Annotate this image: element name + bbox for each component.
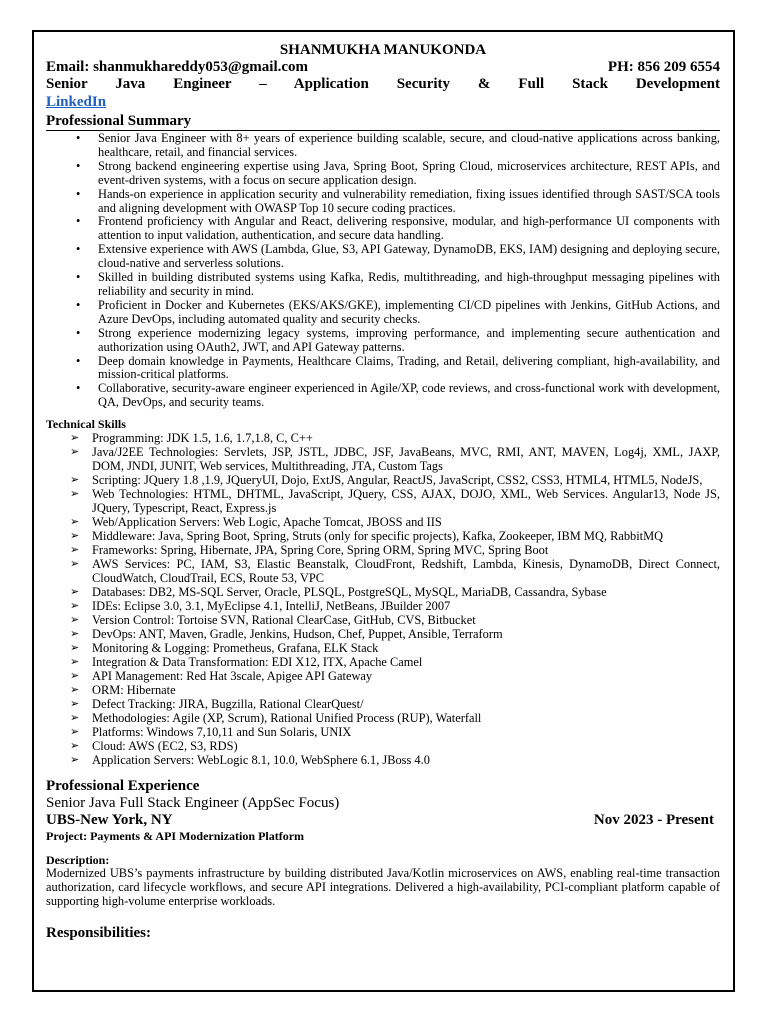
skill-item-text: Monitoring & Logging: Prometheus, Grafana, ELK Stack (92, 641, 379, 656)
bullet-icon: • (76, 131, 81, 145)
skill-item-text: Version Control: Tortoise SVN, Rational ClearCase, GitHub, CVS, Bitbucket (92, 613, 476, 628)
arrow-bullet-icon: ➢ (70, 684, 80, 697)
skill-item-text: Frameworks: Spring, Hibernate, JPA, Spring Core, Spring ORM, Spring MVC, Spring Boot (92, 543, 549, 558)
bullet-icon: • (76, 186, 81, 201)
arrow-bullet-icon: ➢ (70, 656, 80, 669)
job-role: Senior Java Full Stack Engineer (AppSec Focus) (46, 795, 340, 812)
arrow-bullet-icon: ➢ (70, 670, 80, 683)
arrow-bullet-icon: ➢ (70, 488, 80, 501)
skill-item-text: IDEs: Eclipse 3.0, 3.1, MyEclipse 4.1, IntelliJ, NetBeans, JBuilder 2007 (92, 599, 451, 614)
candidate-name: SHANMUKHA MANUKONDA (279, 42, 487, 58)
bullet-icon: • (76, 381, 81, 396)
skills-heading: Technical Skills (46, 417, 126, 432)
arrow-bullet-icon: ➢ (70, 614, 80, 627)
summary-heading: Professional Summary (46, 113, 720, 131)
summary-item-text: Proficient in Docker and Kubernetes (EKS/AKS/GKE), implementing CI/CD pipelines with Jenkins, GitHub Actions, and Azure DevOps, including automated quality and security checks. (98, 297, 720, 326)
summary-list (46, 132, 720, 410)
skill-item (70, 543, 720, 558)
summary-item-text: Frontend proficiency with Angular and React, delivering responsive, modular, and high-performance UI components with attention to input validation, authentication, and secure data handling. (98, 214, 720, 243)
arrow-bullet-icon: ➢ (70, 474, 80, 487)
summary-item (76, 214, 720, 243)
skill-item (70, 599, 720, 614)
email: Email: shanmukhareddy053@gmail.com (46, 59, 309, 75)
company: UBS-New York, NY (46, 812, 173, 829)
skill-item (70, 739, 720, 754)
description-label: Description: (46, 853, 110, 868)
skill-item-text: Cloud: AWS (EC2, S3, RDS) (92, 739, 238, 754)
summary-item-text: Extensive experience with AWS (Lambda, Glue, S3, API Gateway, DynamoDB, EKS, IAM) designing and deploying secure, cloud-native and serverless solutions. (98, 242, 720, 271)
arrow-bullet-icon: ➢ (70, 446, 80, 459)
bullet-icon: • (76, 297, 81, 312)
skill-item-text: ORM: Hibernate (92, 683, 176, 698)
bullet-icon: • (76, 158, 81, 173)
bullet-icon: • (76, 325, 81, 340)
skill-item-text: Web Technologies: HTML, DHTML, JavaScript, JQuery, CSS, AJAX, DOJO, XML, Web Services. Angular13, Node JS, JQuery, Typescript, React, Express.js (92, 487, 720, 516)
description-text: Modernized UBS’s payments infrastructure by building distributed Java/Kotlin microservices on AWS, enabling real-time transaction authorization, card lifecycle workflows, and secure API integrations. Delivered a high-availability, PCI-compliant platform capable of supporting high-volume enterprise workloads. (46, 866, 720, 908)
skill-item (70, 683, 720, 698)
arrow-bullet-icon: ➢ (70, 544, 80, 557)
skills-list (46, 431, 720, 767)
skill-item (70, 641, 720, 656)
skill-item (70, 697, 720, 712)
arrow-bullet-icon: ➢ (70, 628, 80, 641)
skill-item (70, 445, 720, 474)
arrow-bullet-icon: ➢ (70, 516, 80, 529)
resume (46, 42, 720, 942)
arrow-bullet-icon: ➢ (70, 726, 80, 739)
bullet-icon: • (76, 270, 81, 285)
skill-item-text: DevOps: ANT, Maven, Gradle, Jenkins, Hudson, Chef, Puppet, Ansible, Terraform (92, 627, 503, 642)
summary-item (76, 381, 720, 410)
summary-item (76, 131, 720, 160)
arrow-bullet-icon: ➢ (70, 530, 80, 543)
arrow-bullet-icon: ➢ (70, 698, 80, 711)
skill-item-text: Platforms: Windows 7,10,11 and Sun Solaris, UNIX (92, 725, 352, 740)
experience-heading: Professional Experience (46, 778, 200, 795)
skill-item (70, 613, 720, 628)
linkedin-link[interactable]: LinkedIn (46, 94, 107, 110)
skill-item-text: Java/J2EE Technologies: Servlets, JSP, JSTL, JDBC, JSF, JavaBeans, MVC, RMI, ANT, MAVEN, Log4j, XML, JAXP, DOM, JNDI, JUNIT, Web services, Multithreading, JTA, Custom Tags (92, 445, 720, 474)
skill-item (70, 529, 720, 544)
skill-item-text: Scripting: JQuery 1.8 ,1.9, JQueryUI, Dojo, ExtJS, Angular, ReactJS, JavaScript, CSS2, CSS3, HTML4, HTML5, NodeJS, (92, 473, 703, 488)
bullet-icon: • (76, 353, 81, 368)
arrow-bullet-icon: ➢ (70, 712, 80, 725)
skill-item-text: Integration & Data Transformation: EDI X12, ITX, Apache Camel (92, 655, 423, 670)
summary-item-text: Hands-on experience in application security and vulnerability remediation, fixing issues identified through SAST/SCA tools and aligning development with OWASP Top 10 secure coding practices. (98, 186, 720, 215)
summary-item (76, 270, 720, 299)
skill-item-text: Defect Tracking: JIRA, Bugzilla, Rational ClearQuest/ (92, 697, 364, 712)
skill-item (70, 753, 720, 768)
arrow-bullet-icon: ➢ (70, 740, 80, 753)
skill-item-text: Application Servers: WebLogic 8.1, 10.0, WebSphere 6.1, JBoss 4.0 (92, 753, 430, 768)
arrow-bullet-icon: ➢ (70, 754, 80, 767)
bullet-icon: • (76, 242, 81, 257)
skill-item (70, 585, 720, 600)
arrow-bullet-icon: ➢ (70, 432, 80, 445)
skill-item (70, 711, 720, 726)
project-title: Project: Payments & API Modernization Platform (46, 829, 305, 844)
summary-item-text: Collaborative, security-aware engineer experienced in Agile/XP, code reviews, and cross-functional work with development, QA, DevOps, and security teams. (98, 381, 720, 410)
skill-item (70, 473, 720, 488)
skill-item-text: Programming: JDK 1.5, 1.6, 1.7,1.8, C, C++ (92, 431, 313, 446)
arrow-bullet-icon: ➢ (70, 586, 80, 599)
summary-item (76, 325, 720, 355)
skill-item (70, 627, 720, 642)
headline: Senior Java Engineer – Application Security & Full Stack Development (46, 76, 720, 92)
phone: PH: 856 209 6554 (607, 59, 720, 75)
summary-item (76, 242, 720, 271)
summary-item-text: Skilled in building distributed systems using Kafka, Redis, multithreading, and high-throughput messaging pipelines with reliability and security in mind. (98, 270, 720, 298)
summary-item (76, 158, 720, 188)
summary-item-text: Deep domain knowledge in Payments, Healthcare Claims, Trading, and Retail, delivering compliant, high-availability, and mission-critical platforms. (98, 353, 720, 382)
summary-item-text: Strong experience modernizing legacy systems, improving performance, and implementing secure authentication and authorization using OAuth2, JWT, and API Gateway patterns. (98, 325, 720, 354)
summary-item (76, 186, 720, 216)
skill-item-text: Methodologies: Agile (XP, Scrum), Rational Unified Process (RUP), Waterfall (92, 711, 482, 726)
job-dates: Nov 2023 - Present (593, 812, 714, 829)
bullet-icon: • (76, 214, 81, 229)
skill-item (70, 725, 720, 740)
skill-item-text: AWS Services: PC, IAM, S3, Elastic Beanstalk, CloudFront, Redshift, Lambda, Kinesis, DynamoDB, Direct Connect, CloudWatch, CloudTrail, ECS, Route 53, VPC (92, 557, 720, 586)
contact-row (46, 59, 720, 76)
responsibilities-heading: Responsibilities: (46, 924, 152, 941)
skill-item-text: API Management: Red Hat 3scale, Apigee API Gateway (92, 669, 373, 684)
company-row (46, 812, 720, 829)
skill-item-text: Databases: DB2, MS-SQL Server, Oracle, PLSQL, PostgreSQL, MySQL, MariaDB, Cassandra, Sybase (92, 585, 607, 600)
summary-item-text: Strong backend engineering expertise using Java, Spring Boot, Spring Cloud, microservices architecture, REST APIs, and event-driven systems, with a focus on secure application design. (98, 158, 720, 187)
arrow-bullet-icon: ➢ (70, 558, 80, 571)
summary-item-text: Senior Java Engineer with 8+ years of experience building scalable, secure, and cloud-native applications across banking, healthcare, retail, and financial services. (98, 131, 720, 159)
skill-item (70, 515, 720, 530)
skill-item (70, 557, 720, 586)
skill-item (70, 487, 720, 516)
skill-item-text: Middleware: Java, Spring Boot, Spring, Struts (only for specific projects), Kafka, Zookeeper, IBM MQ, RabbitMQ (92, 529, 664, 544)
summary-item (76, 353, 720, 383)
skill-item (70, 431, 720, 446)
skill-item-text: Web/Application Servers: Web Logic, Apache Tomcat, JBOSS and IIS (92, 515, 442, 530)
summary-item (76, 297, 720, 327)
arrow-bullet-icon: ➢ (70, 600, 80, 613)
skill-item (70, 669, 720, 684)
arrow-bullet-icon: ➢ (70, 642, 80, 655)
skill-item (70, 655, 720, 670)
